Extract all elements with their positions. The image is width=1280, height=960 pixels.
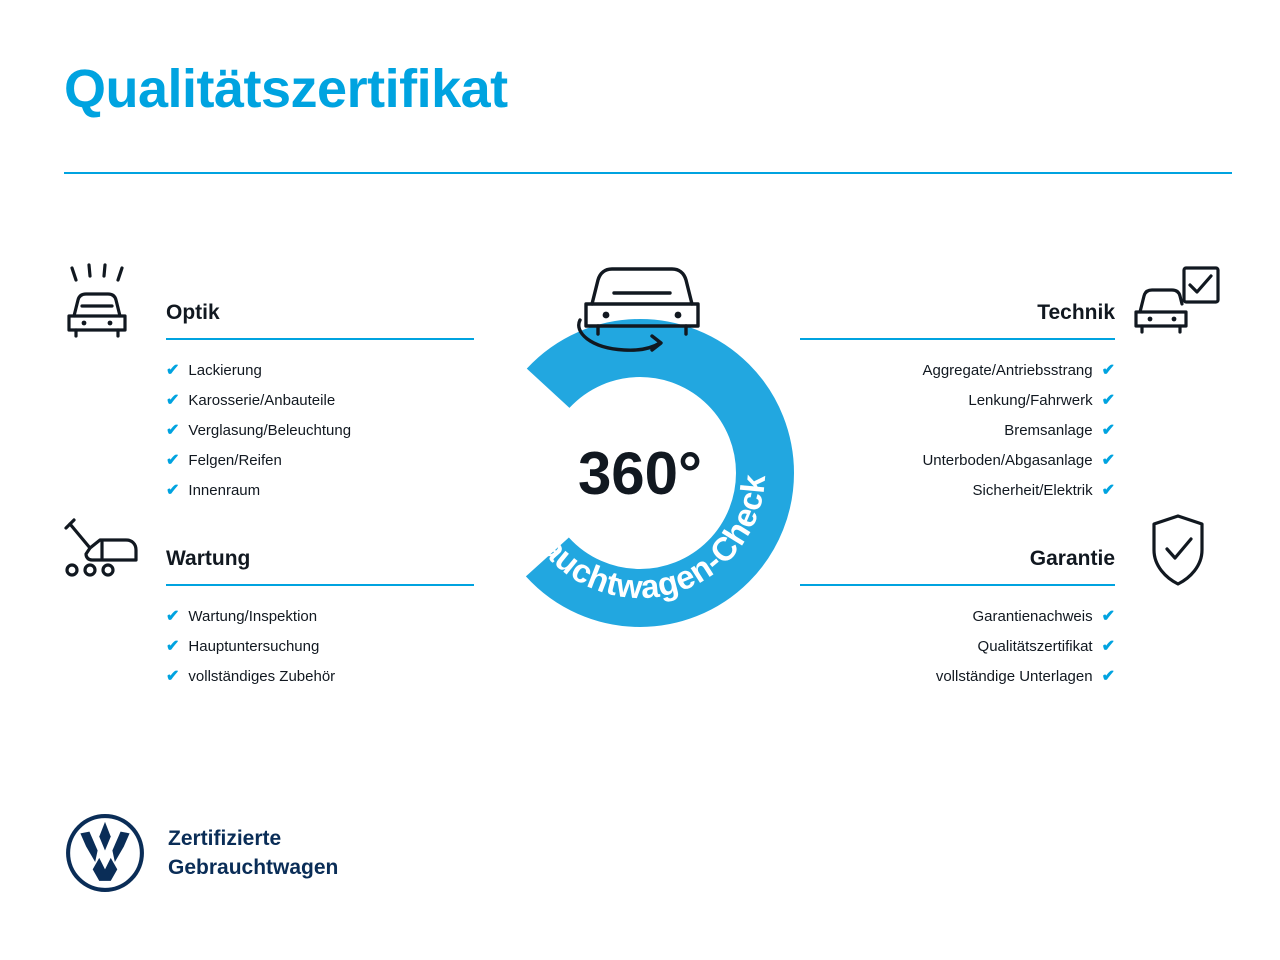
badge-value: 360°	[577, 440, 703, 507]
section-technik	[800, 300, 1115, 522]
list-item	[800, 386, 1115, 416]
list-item-label: Unterboden/Abgasanlage	[922, 452, 1093, 469]
list-item-label: Sicherheit/Elektrik	[972, 482, 1093, 499]
title-divider	[64, 172, 1232, 174]
section-garantie-divider	[800, 584, 1115, 586]
section-technik-title: Technik	[1037, 301, 1115, 324]
check-icon: ✔	[1101, 482, 1115, 499]
check-icon: ✔	[1101, 452, 1115, 469]
check-icon: ✔	[1101, 422, 1115, 439]
badge-ring	[466, 318, 814, 628]
list-item	[166, 602, 474, 632]
list-item	[166, 632, 474, 662]
vw-logo	[64, 812, 146, 894]
list-item-label: Lenkung/Fahrwerk	[968, 392, 1093, 409]
section-garantie-title: Garantie	[1029, 547, 1115, 570]
check-icon: ✔	[1101, 362, 1115, 379]
check-icon: ✔	[166, 392, 180, 409]
list-item-label: Qualitätszertifikat	[977, 638, 1093, 655]
section-optik-divider	[166, 338, 474, 340]
list-item	[800, 602, 1115, 632]
list-item	[800, 356, 1115, 386]
list-item	[800, 446, 1115, 476]
list-item-label: Karosserie/Anbauteile	[188, 392, 336, 409]
list-item	[800, 632, 1115, 662]
check-icon: ✔	[166, 422, 180, 439]
list-item-label: Aggregate/Antriebsstrang	[922, 362, 1093, 379]
page-title: Qualitätszertifikat	[64, 59, 508, 119]
footer-line-2: Gebrauchtwagen	[168, 856, 339, 879]
section-wartung-divider	[166, 584, 474, 586]
gebrauchtwagen-check-badge	[466, 318, 814, 628]
check-icon: ✔	[1101, 638, 1115, 655]
list-item	[166, 356, 474, 386]
list-item-label: Felgen/Reifen	[188, 452, 282, 469]
section-wartung	[166, 546, 474, 708]
check-icon: ✔	[166, 362, 180, 379]
car-wash-icon	[56, 258, 152, 354]
footer-brand	[64, 812, 338, 894]
check-icon: ✔	[166, 668, 180, 685]
footer-line-1: Zertifizierte	[168, 827, 282, 850]
list-item	[166, 386, 474, 416]
list-item	[166, 476, 474, 506]
check-icon: ✔	[1101, 668, 1115, 685]
section-wartung-title: Wartung	[166, 547, 251, 570]
check-icon: ✔	[166, 608, 180, 625]
list-item	[166, 662, 474, 692]
list-item	[800, 416, 1115, 446]
list-item	[166, 416, 474, 446]
check-icon: ✔	[166, 452, 180, 469]
list-item-label: Wartung/Inspektion	[188, 608, 318, 625]
section-optik-list	[166, 356, 474, 506]
shield-check-icon	[1130, 506, 1226, 602]
section-optik	[166, 300, 474, 522]
list-item-label: Hauptuntersuchung	[188, 638, 320, 655]
list-item	[166, 446, 474, 476]
car-rotation-icon	[562, 260, 722, 360]
car-checklist-icon	[1130, 258, 1226, 354]
section-garantie-list	[800, 602, 1115, 692]
list-item	[800, 662, 1115, 692]
list-item-label: Garantienachweis	[972, 608, 1093, 625]
check-icon: ✔	[166, 482, 180, 499]
badge-curved-label: Gebrauchtwagen-Check	[507, 471, 773, 606]
footer-text	[168, 824, 338, 882]
section-optik-header	[166, 300, 474, 340]
list-item-label: vollständige Unterlagen	[935, 668, 1093, 685]
list-item-label: Verglasung/Beleuchtung	[188, 422, 352, 439]
list-item	[800, 476, 1115, 506]
check-icon: ✔	[1101, 392, 1115, 409]
check-icon: ✔	[166, 638, 180, 655]
section-wartung-list	[166, 602, 474, 692]
section-garantie	[800, 546, 1115, 708]
list-item-label: Innenraum	[188, 482, 261, 499]
section-technik-list	[800, 356, 1115, 506]
list-item-label: Lackierung	[188, 362, 262, 379]
section-technik-divider	[800, 338, 1115, 340]
list-item-label: Bremsanlage	[1004, 422, 1093, 439]
section-technik-header	[800, 300, 1115, 340]
section-optik-title: Optik	[166, 301, 220, 324]
check-icon: ✔	[1101, 608, 1115, 625]
section-garantie-header	[800, 546, 1115, 586]
car-lift-icon	[56, 504, 152, 600]
list-item-label: vollständiges Zubehör	[188, 668, 336, 685]
section-wartung-header	[166, 546, 474, 586]
